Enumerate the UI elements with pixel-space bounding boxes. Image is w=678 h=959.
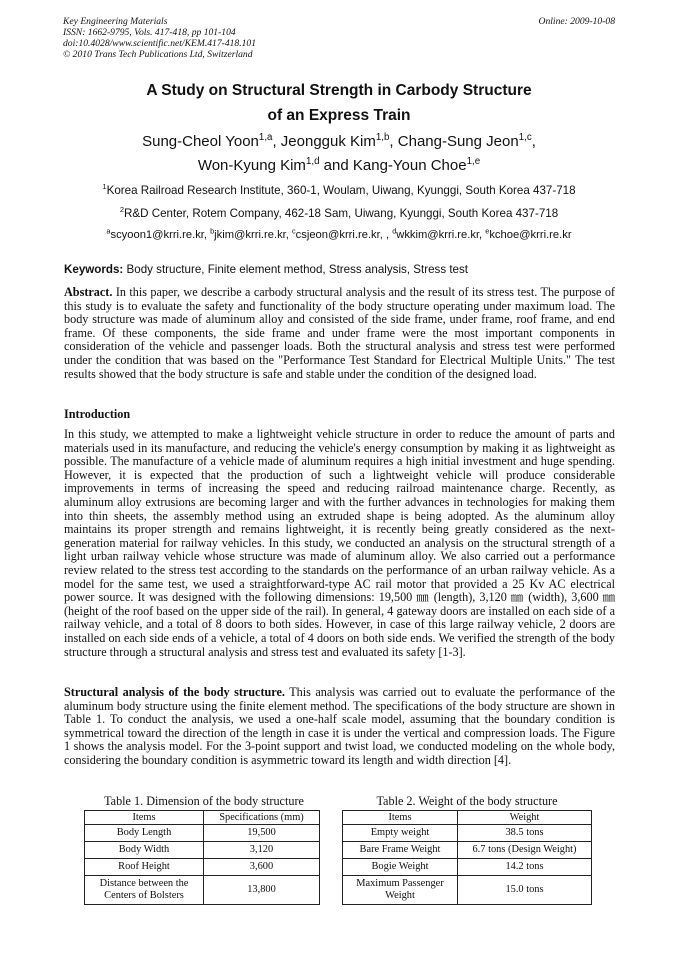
author-name: Kang-Youn Choe bbox=[352, 157, 467, 174]
affiliation-marker: 2 bbox=[119, 205, 125, 215]
table-cell: 13,800 bbox=[204, 876, 320, 905]
journal-name: Key Engineering Materials bbox=[63, 16, 168, 27]
author-sup: 1,b bbox=[375, 132, 390, 143]
structural-analysis-paragraph bbox=[64, 686, 615, 768]
abstract-label: Abstract. bbox=[64, 285, 113, 299]
structural-analysis-text: This analysis was carried out to evaluate the performance of the aluminum body structure using the finite element method. The specifications of the body structure are shown in Table 1. To conduct the analysis, we used a one-half scale model, assuming that the boundary condition is symmetrical toward the direction of the length in case it is under the vertical and compression loads. The Figure 1 shows the analysis model. For the 3-point support and twist load, we conducted modeling on the whole body, considering the boundary condition is asymmetric toward its length and width direction [4]. bbox=[64, 685, 616, 767]
table-cell: 15.0 tons bbox=[458, 876, 592, 905]
author-name: Jeongguk Kim bbox=[280, 133, 376, 150]
table-header-cell: Weight bbox=[458, 811, 592, 825]
table-cell: 14.2 tons bbox=[458, 859, 592, 876]
table-cell: 6.7 tons (Design Weight) bbox=[458, 842, 592, 859]
paper-title-line2: of an Express Train bbox=[267, 107, 411, 124]
authors-line1: Sung-Cheol Yoon$^{1,a}$, Jeongguk Kim$^{1,b}$, Chang-Sung Jeon$^{1,c}$, bbox=[142, 132, 536, 150]
table-cell: Maximum Passenger Weight bbox=[343, 876, 458, 905]
keywords bbox=[64, 263, 468, 276]
table-cell: Bare Frame Weight bbox=[343, 842, 458, 859]
paper-title-line1: A Study on Structural Strength in Carbody Structure bbox=[146, 82, 532, 99]
author-sup: 1,e bbox=[466, 156, 481, 167]
table-header-cell: Items bbox=[343, 811, 458, 825]
abstract bbox=[64, 286, 615, 381]
affiliation-text: R&D Center, Rotem Company, 462-18 Sam, Uiwang, Kyunggi, South Korea 437-718 bbox=[124, 207, 559, 220]
table-cell: Distance between the Centers of Bolsters bbox=[85, 876, 204, 905]
affiliation-marker: 1 bbox=[102, 182, 107, 192]
email-address[interactable]: kchoe@krri.re.kr bbox=[489, 229, 572, 241]
table-cell: 19,500 bbox=[204, 825, 320, 842]
affiliation-1 bbox=[20, 184, 658, 197]
abstract-text: In this paper, we describe a carbody structural analysis and the result of its stress test. The purpose of this study is to evaluate the safety and functionality of the body structure operating under maximum load. The body structure was made of aluminum alloy and consisted of the side frame, under frame, roof frame, and end frame. Of these components, the side frame and under frame were the most important components in consideration of the vehicle and passenger loads. Both the structural analysis and stress test were performed under the condition that was based on the "Performance Test Standard for Electrical Multiple Units." The test results showed that the body structure is safe and stable under the condition of the designed load. bbox=[64, 285, 615, 381]
affiliation-text: Korea Railroad Research Institute, 360-1, Woulam, Uiwang, Kyunggi, South Korea 437-718 bbox=[106, 184, 576, 197]
table-cell: Body Width bbox=[85, 842, 204, 859]
table-cell: 3,600 bbox=[204, 859, 320, 876]
table-row bbox=[343, 876, 592, 905]
table-cell: 38.5 tons bbox=[458, 825, 592, 842]
author-name: Chang-Sung Jeon bbox=[397, 133, 519, 150]
email-marker: d bbox=[392, 226, 397, 236]
table-row bbox=[343, 825, 592, 842]
authors-line2 bbox=[20, 157, 658, 174]
keywords-text: Body structure, Finite element method, Stress analysis, Stress test bbox=[126, 263, 469, 276]
email-marker: b bbox=[210, 226, 215, 236]
table-header-row bbox=[85, 811, 320, 825]
issn-line: ISSN: 1662-9795, Vols. 417-418, pp 101-104 bbox=[63, 27, 236, 38]
email-line bbox=[20, 226, 658, 241]
doi-line: doi:10.4028/www.scientific.net/KEM.417-418.101 bbox=[63, 38, 257, 49]
table-header-cell: Specifications (mm) bbox=[204, 811, 320, 825]
table-cell: Body Length bbox=[85, 825, 204, 842]
keywords-label: Keywords: bbox=[64, 263, 124, 276]
table-header-cell: Items bbox=[85, 811, 204, 825]
table2-caption: Table 2. Weight of the body structure bbox=[376, 794, 558, 808]
email-address[interactable]: jkim@krri.re.kr, bbox=[214, 229, 289, 241]
author-sup: 1,c bbox=[518, 132, 532, 143]
table-row bbox=[85, 859, 320, 876]
email-address[interactable]: wkkim@krri.re.kr, bbox=[396, 229, 483, 241]
copyright-line: © 2010 Trans Tech Publications Ltd, Switzerland bbox=[63, 49, 253, 60]
table1-caption: Table 1. Dimension of the body structure bbox=[104, 794, 304, 808]
email-marker: a bbox=[106, 226, 111, 236]
table-row bbox=[85, 842, 320, 859]
table-cell: Empty weight bbox=[343, 825, 458, 842]
table-cell: 3,120 bbox=[204, 842, 320, 859]
journal-header bbox=[63, 16, 256, 60]
table-cell: Bogie Weight bbox=[343, 859, 458, 876]
table-row bbox=[343, 859, 592, 876]
table2 bbox=[342, 810, 592, 905]
email-marker: e bbox=[485, 226, 490, 236]
table-row bbox=[85, 876, 320, 905]
table-row bbox=[343, 842, 592, 859]
email-address[interactable]: csjeon@krri.re.kr, , bbox=[295, 229, 390, 241]
online-date: Online: 2009-10-08 bbox=[538, 16, 615, 27]
email-marker: c bbox=[292, 226, 296, 236]
table-cell: Roof Height bbox=[85, 859, 204, 876]
structural-analysis-label: Structural analysis of the body structure. bbox=[64, 685, 285, 699]
introduction-text: In this study, we attempted to make a lightweight vehicle structure in order to reduce the amount of parts and materials used in its manufacture, and reducing the vehicle's energy consumption by making it as lightweight as possible. The manufacture of a vehicle made of aluminum requires a high initial investment and huge spending. However, it is expected that the production of such a lightweight vehicle will produce considerable improvements in terms of increasing the speed and reducing railroad maintenance charge. Recently, as aluminum alloy extrusions are becoming larger and with the further advances in technologies for making them into thin sheets, the assembly method using an extruded shape is being adopted. As the aluminum alloy maintains its proper strength and remains lightweight, it is recently being greatly considered as the next-generation material for railway vehicles. In this study, we conducted an analysis on the structural strength of a light urban railway vehicle whose structure was made of aluminum alloy. We also carried out a performance review related to the stress test according to the standards on the performance of an urban railway vehicle. As a model for the same test, we used a straightforward-type AC rail motor that provided a 25 Kv AC electrical power source. It was designed with the following dimensions: 19,500 ㎜ (length), 3,120 ㎜ (width), 3,600 ㎜ (height of the roof based on the upper side of the rail). In general, 4 gateway doors are installed on each side of a railway vehicle, and a total of 8 doors to both sides. However, in case of this large railway vehicle, 2 doors are installed on each side ends of a vehicle, a total of 4 doors on both side ends. We verified the strength of the body structure through a structural analysis and stress test and evaluated its safety [1-3]. bbox=[64, 427, 615, 659]
table1 bbox=[84, 810, 320, 905]
affiliation-2 bbox=[20, 207, 658, 220]
table-row bbox=[85, 825, 320, 842]
author-name: Sung-Cheol Yoon bbox=[142, 133, 259, 150]
email-address[interactable]: scyoon1@krri.re.kr, bbox=[110, 229, 207, 241]
author-sup: 1,a bbox=[258, 132, 273, 143]
table-header-row bbox=[343, 811, 592, 825]
author-conjunction: and bbox=[323, 157, 349, 174]
author-sup: 1,d bbox=[305, 156, 320, 167]
author-name: Won-Kyung Kim bbox=[197, 157, 306, 174]
introduction-heading: Introduction bbox=[64, 407, 131, 421]
